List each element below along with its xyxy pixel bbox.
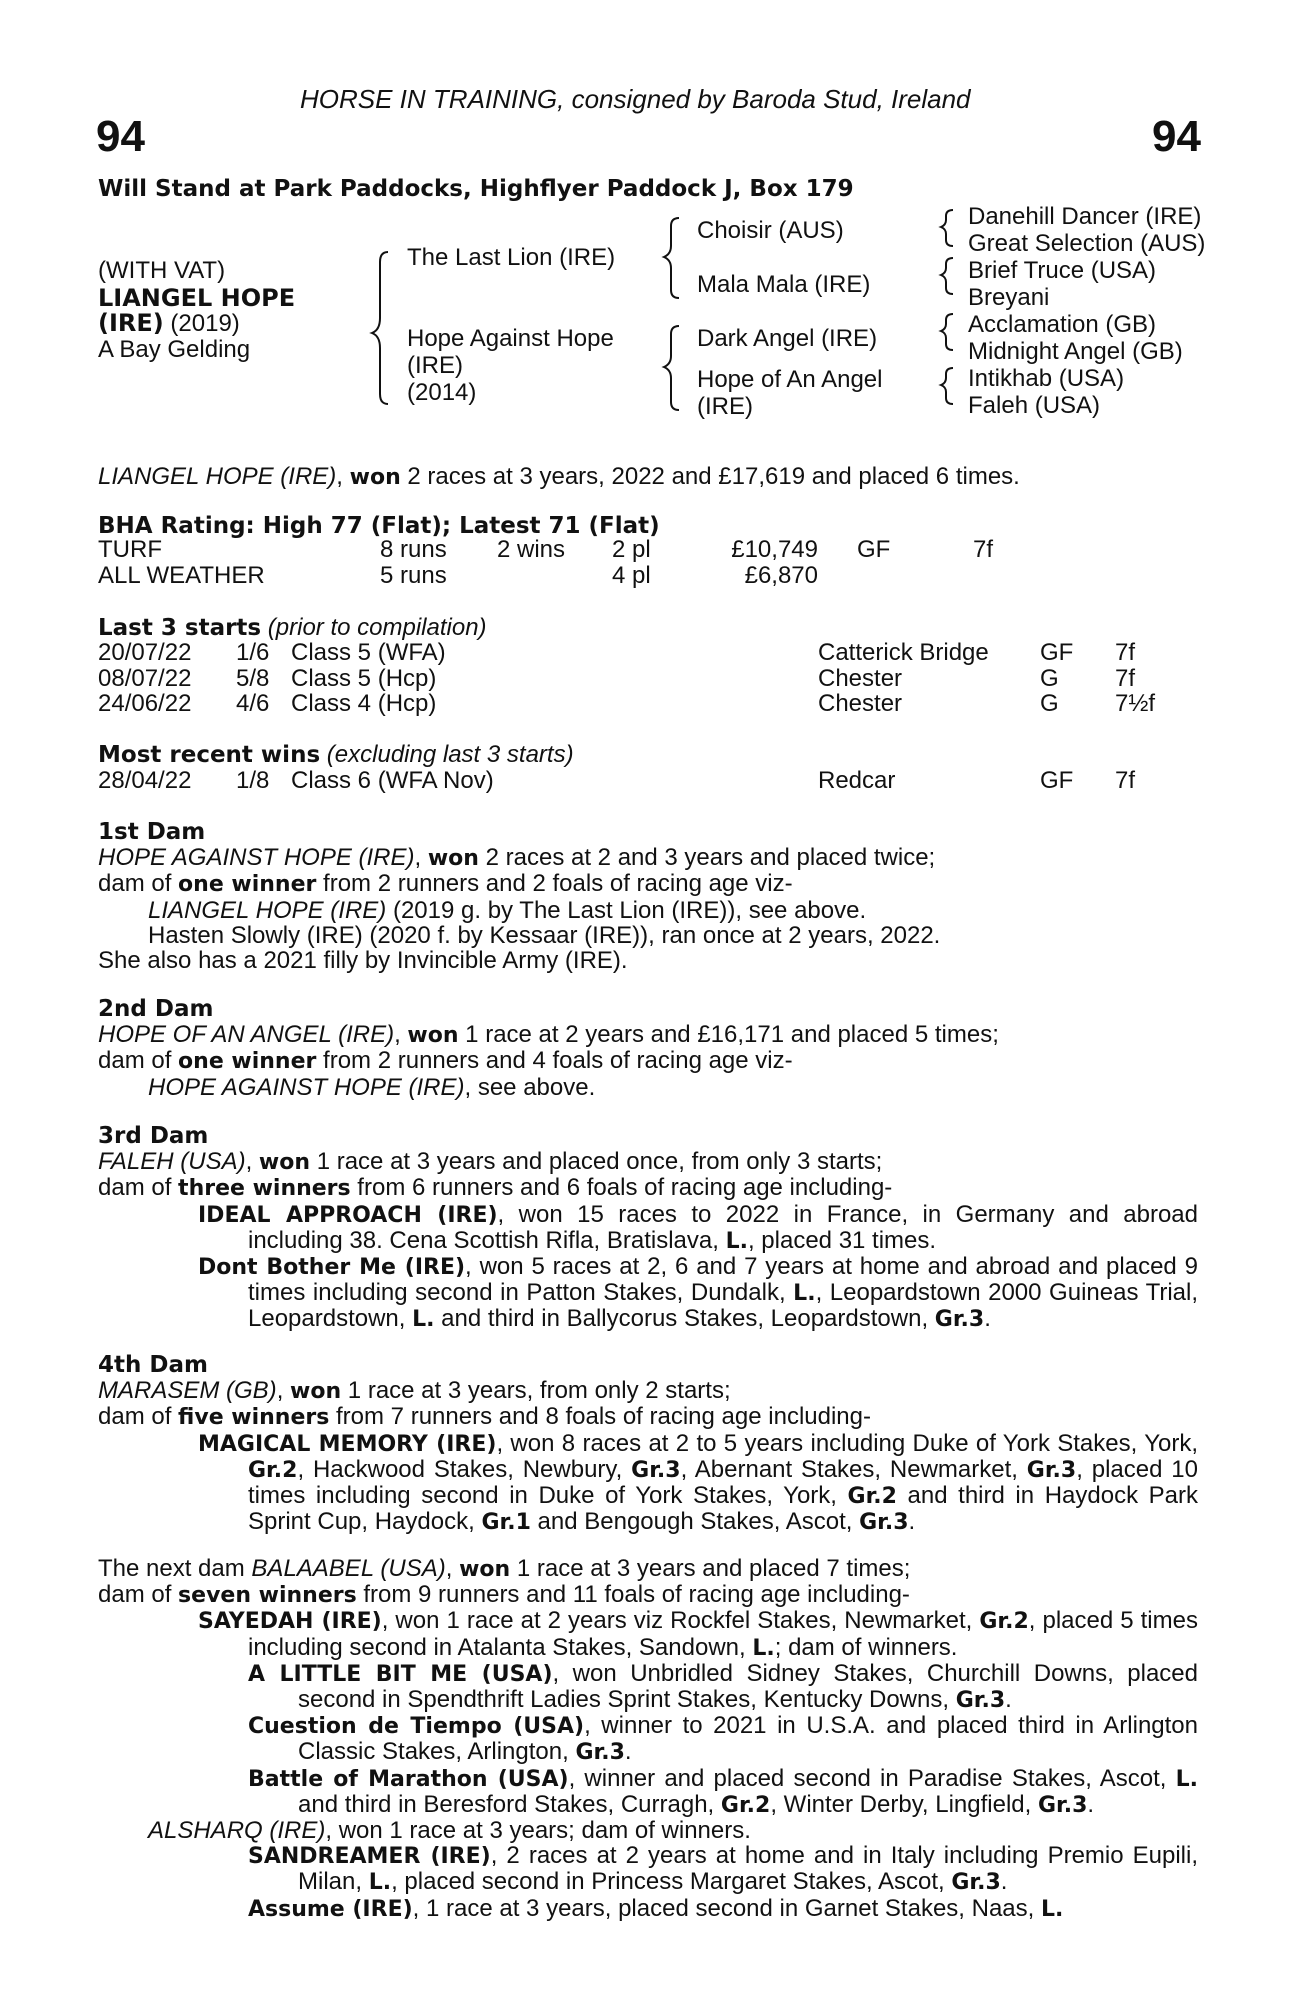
third-dam-l2c: from 6 runners and 6 foals of racing age including- [350,1174,893,1202]
entry-text: , won 5 races at 2, 6 and 7 years at home and abroad and placed 9 times including second in Patton Stakes, Dundalk, [248,1253,1198,1307]
form-position: 1/6 [236,639,270,666]
entry-text: . [1000,1868,1008,1896]
pedigree-sds: Brief Truce (USA) [968,257,1157,284]
next-dam-l2c: from 9 runners and 11 foals of racing age including- [356,1581,910,1609]
entry-name: ALSHARQ (IRE) [148,1817,326,1845]
location-line: Will Stand at Park Paddocks, Highflyer Paddock J, Box 179 [98,176,854,202]
entry-name: Dont Bother Me (IRE) [198,1255,466,1281]
first-dam-name: HOPE AGAINST HOPE (IRE) [98,844,415,872]
entry-text: and Bengough Stakes, Ascot, [530,1508,860,1536]
form-class: Class 5 (Hcp) [291,664,437,692]
form-distance: 7½f [1115,690,1156,717]
first-dam-heading: 1st Dam [98,819,206,845]
recent-note: (excluding last 3 starts) [320,741,574,768]
brace-main [372,252,388,404]
entry-text: and third in Beresford Stakes, Curragh, [298,1790,721,1818]
form-date: 08/07/22 [98,664,192,692]
fourth-dam-l2b: five winners [178,1405,330,1431]
third-dam-rest: 1 race at 3 years and placed once, from only 3 starts; [310,1148,883,1176]
form-distance: 7f [1115,767,1136,794]
rating-placed: 2 pl [612,536,651,563]
entry-group: Gr.1 [481,1510,531,1536]
second-dam-section [98,997,1198,1100]
entry-name: Assume (IRE) [248,1896,413,1922]
horse-year: (2019) [163,310,240,337]
entry-text: , won 1 race at 2 years viz Rockfel Stakes, Newmarket, [381,1607,980,1635]
pedigree-dss: Acclamation (GB) [968,311,1157,338]
brace-dd [941,368,953,404]
entry-group: Gr.2 [248,1457,298,1483]
pedigree-dam-dam-line1: Hope of An Angel [697,366,883,393]
entry-group: Gr.2 [720,1792,771,1818]
entry-name: SANDREAMER (IRE) [248,1844,491,1870]
rating-placed: 4 pl [612,562,651,589]
form-course: Chester [818,690,903,717]
entry-text: , Leopardstown 2000 Guineas Trial, Leopardstown, [248,1279,1199,1333]
entry-name: SAYEDAH (IRE) [198,1609,382,1635]
brace-sd [941,258,953,294]
brace-dam [664,326,679,410]
last3-heading: Last 3 starts [98,615,262,641]
entry-listed: L. [1175,1766,1198,1792]
rating-surface: TURF [98,536,162,563]
next-dam-entry-sandreamer [98,1843,1198,1895]
form-position: 1/8 [236,767,270,794]
second-dam-l2b: one winner [178,1049,317,1075]
vat-label: (WITH VAT) [98,257,226,284]
rating-surface: ALL WEATHER [98,562,265,589]
entry-group: Gr.3 [859,1510,909,1536]
rating-wins: 2 wins [497,536,566,563]
next-dam-section [98,1556,1198,1922]
pedigree-dds: Intikhab (USA) [968,365,1125,392]
form-course: Redcar [818,767,896,794]
entry-text: . [984,1305,991,1333]
first-dam-foal1-rest: (2019 g. by The Last Lion (IRE)), see above. [386,896,867,924]
next-dam-entry-assume [98,1896,1198,1922]
entry-group: Gr.3 [955,1688,1006,1714]
entry-group: Gr.3 [575,1740,625,1766]
third-dam-entry-ideal-approach [98,1202,1198,1254]
first-dam-line5: She also has a 2021 filly by Invincible Army (IRE). [98,947,628,975]
pedigree-dam-line3: (2014) [407,379,477,406]
third-dam-l2a: dam of [98,1174,179,1202]
entry-name: IDEAL APPROACH (IRE) [198,1202,498,1228]
entry-text: , placed second in Princess Margaret Stakes, Ascot, [391,1868,952,1896]
form-position: 5/8 [236,664,270,692]
form-going: G [1040,690,1059,717]
entry-group: Gr.3 [1037,1792,1088,1818]
entry-group: Gr.3 [1026,1457,1077,1483]
entry-name: MAGICAL MEMORY (IRE) [198,1431,497,1457]
fourth-dam-l2c: from 7 runners and 8 foals of racing age including- [329,1403,871,1431]
entry-text: , placed 5 times including second in Atalanta Stakes, Sandown, [248,1607,1198,1661]
first-dam-l2a: dam of [98,870,179,898]
first-dam-line3 [98,898,1198,923]
entry-text: and third in Haydock Park Sprint Cup, Haydock, [248,1482,1198,1536]
lot-number-right: 94 [1152,112,1201,161]
entry-text: , placed 10 times including second in Duke of York Stakes, York, [248,1455,1198,1510]
first-dam-won: won [427,846,479,872]
form-date: 20/07/22 [98,639,192,666]
entry-text: , won 1 race at 3 years; dam of winners. [325,1817,751,1845]
second-dam-foal-rest: , see above. [464,1073,596,1101]
entry-text: , Winter Derby, Lingfield, [770,1790,1038,1818]
entry-listed: L. [752,1635,775,1661]
entry-text: . [624,1738,632,1766]
first-dam-foal1-name: LIANGEL HOPE (IRE) [148,896,387,924]
second-dam-l2a: dam of [98,1047,179,1075]
entry-text: . [1005,1686,1012,1714]
first-dam-l2b: one winner [178,872,317,898]
entry-listed: L. [793,1281,816,1307]
pedigree-dam-dam-line2: (IRE) [697,393,753,420]
entry-text: . [908,1508,916,1536]
entry-listed: L. [725,1228,748,1254]
entry-text: , 1 race at 3 years, placed second in Garnet Stakes, Naas, [412,1894,1041,1922]
third-dam-line2 [98,1175,1198,1201]
entry-group: Gr.3 [951,1870,1001,1896]
second-dam-name: HOPE OF AN ANGEL (IRE) [98,1021,395,1049]
next-dam-entry-cuestion-de-tiempo [98,1713,1198,1765]
pedigree-dsd: Midnight Angel (GB) [968,338,1183,365]
fourth-dam-name: MARASEM (GB) [98,1377,277,1405]
third-dam-line1: FALEH (USA), won 1 race at 3 years and placed once, from only 3 starts; [98,1148,883,1176]
fourth-dam-line1: MARASEM (GB), won 1 race at 3 years, from only 2 starts; [98,1377,731,1405]
entry-listed: L. [368,1870,392,1896]
brace-ss [941,210,953,246]
second-dam-line2 [98,1048,1198,1074]
entry-text: , won Unbridled Sidney Stakes, Churchill Downs, placed second in Spendthrift Ladies Sprint Stakes, Kentucky Downs, [298,1659,1198,1714]
entry-group: Gr.2 [847,1484,897,1510]
entry-listed: L. [412,1307,435,1333]
form-date: 24/06/22 [98,690,192,717]
entry-text: ; dam of winners. [774,1633,958,1661]
entry-text: and third in Ballycorus Stakes, Leopardstown, [434,1305,935,1333]
page-title: HORSE IN TRAINING, consigned by Baroda Stud, Ireland [300,84,971,114]
next-dam-entry-sayedah [98,1608,1198,1660]
entry-text: , won 15 races to 2022 in France, in Germany and abroad including 38. Cena Scottish Rifla, Bratislava, [248,1200,1198,1254]
second-dam-rest: 1 race at 2 years and £16,171 and placed 5 times; [458,1021,999,1049]
entry-text: , 2 races at 2 years at home and in Italy including Premio Eupili, Milan, [298,1842,1198,1896]
form-class: Class 4 (Hcp) [291,690,437,717]
next-dam-l2a: dam of [98,1581,179,1609]
horse-origin: (IRE) [98,309,164,337]
entry-group: Gr.3 [631,1457,681,1483]
fourth-dam-line2 [98,1404,1198,1430]
next-dam-prefix: The next dam [98,1555,252,1582]
form-going: GF [1040,767,1074,794]
next-dam-entry-a-little-bit-me [98,1661,1198,1713]
next-dam-line2 [98,1582,1198,1608]
fourth-dam-l2a: dam of [98,1403,179,1431]
rating-distance: 7f [973,536,994,563]
pedigree-sss: Danehill Dancer (IRE) [968,203,1202,230]
rating-earnings: £10,749 [731,536,818,563]
summary-rest: 2 races at 3 years, 2022 and £17,619 and placed 6 times. [400,463,1020,490]
second-dam-line3 [98,1075,1198,1100]
fourth-dam-heading: 4th Dam [98,1352,208,1378]
rating-runs: 8 runs [380,536,447,563]
entry-text: , winner to 2021 in U.S.A. and placed third in Arlington Classic Stakes, Arlington, [298,1712,1198,1766]
fourth-dam-section [98,1353,1198,1535]
second-dam-won: won [407,1023,459,1049]
second-dam-heading: 2nd Dam [98,996,214,1022]
second-dam-foal-name: HOPE AGAINST HOPE (IRE) [148,1073,465,1101]
pedigree-ssd: Great Selection (AUS) [968,230,1206,257]
pedigree-sire: The Last Lion (IRE) [407,244,616,271]
form-date: 28/04/22 [98,767,192,794]
brace-ds [941,314,953,350]
pedigree-dam-sire: Dark Angel (IRE) [697,325,878,352]
next-dam-won: won [459,1557,511,1582]
first-dam-line1: HOPE AGAINST HOPE (IRE), won 2 races at 2 and 3 years and placed twice; [98,844,936,872]
entry-name: Cuestion de Tiempo (USA) [248,1714,585,1740]
recent-heading: Most recent wins [98,742,321,768]
third-dam-section [98,1124,1198,1333]
first-dam-line4: Hasten Slowly (IRE) (2020 f. by Kessaar (IRE)), ran once at 2 years, 2022. [148,921,941,949]
form-class: Class 5 (WFA) [291,639,446,666]
last3-heading-line [98,615,487,641]
fourth-dam-won: won [290,1379,342,1405]
pedigree-sire-dam: Mala Mala (IRE) [697,271,871,298]
last3-note: (prior to compilation) [261,614,487,641]
summary-won: won [349,465,401,490]
entry-text: . [1087,1790,1095,1818]
next-dam-l2b: seven winners [178,1583,357,1609]
form-distance: 7f [1115,639,1136,666]
lot-number-left: 94 [96,112,145,161]
third-dam-entry-dont-bother-me [98,1254,1198,1333]
pedigree-dam-line2: (IRE) [407,352,463,379]
entry-group: Gr.3 [934,1307,985,1333]
pedigree-sire-sire: Choisir (AUS) [697,217,844,244]
form-course: Catterick Bridge [818,639,989,666]
next-dam-entry-battle-of-marathon [98,1766,1198,1818]
horse-description: A Bay Gelding [98,336,251,363]
first-dam-line2 [98,871,1198,897]
third-dam-heading: 3rd Dam [98,1123,209,1149]
entry-text: , winner and placed second in Paradise Stakes, Ascot, [568,1764,1176,1792]
next-dam-name: BALAABEL (USA) [251,1555,446,1582]
first-dam-section [98,820,1198,973]
entry-text: , Hackwood Stakes, Newbury, [297,1455,632,1483]
pedigree-ddd: Faleh (USA) [968,392,1101,419]
race-summary: LIANGEL HOPE (IRE), won 2 races at 3 years, 2022 and £17,619 and placed 6 times. [98,463,1020,490]
summary-horse-name: LIANGEL HOPE (IRE) [98,463,337,490]
second-dam-line1: HOPE OF AN ANGEL (IRE), won 1 race at 2 years and £16,171 and placed 5 times; [98,1021,999,1049]
rating-earnings: £6,870 [744,562,818,589]
rating-going: GF [857,536,891,563]
third-dam-won: won [258,1150,311,1176]
first-dam-l2c: from 2 runners and 2 foals of racing age viz- [316,870,793,898]
fourth-dam-entry-magical-memory [98,1431,1198,1536]
form-distance: 7f [1115,664,1136,692]
form-course: Chester [818,664,903,692]
entry-text: , Abernant Stakes, Newmarket, [680,1455,1027,1483]
form-going: G [1040,664,1059,692]
entry-name: Battle of Marathon (USA) [248,1766,569,1792]
next-dam-entry-alsharq [98,1818,1198,1843]
form-position: 4/6 [236,690,270,717]
second-dam-l2c: from 2 runners and 4 foals of racing age viz- [316,1047,793,1075]
horse-name: LIANGEL HOPE [98,284,296,312]
entry-text: , won 8 races at 2 to 5 years including Duke of York Stakes, York, [496,1429,1198,1457]
entry-listed: L. [1041,1896,1064,1922]
entry-text: , placed 31 times. [747,1226,937,1254]
form-class: Class 6 (WFA Nov) [291,767,494,794]
first-dam-rest: 2 races at 2 and 3 years and placed twice; [478,844,936,872]
rating-runs: 5 runs [380,562,447,589]
fourth-dam-rest: 1 race at 3 years, from only 2 starts; [341,1377,731,1405]
next-dam-rest: 1 race at 3 years and placed 7 times; [510,1555,911,1582]
pedigree-sdd: Breyani [968,284,1050,311]
next-dam-line1: The next dam BALAABEL (USA), won 1 race at 3 years and placed 7 times; [98,1555,911,1582]
entry-name: A LITTLE BIT ME (USA) [248,1661,553,1687]
entry-group: Gr.2 [979,1609,1029,1635]
recent-heading-line [98,742,574,768]
third-dam-l2b: three winners [178,1176,351,1202]
brace-sire [664,218,679,298]
rating-heading: BHA Rating: High 77 (Flat); Latest 71 (Flat) [98,513,660,539]
form-going: GF [1040,639,1074,666]
third-dam-name: FALEH (USA) [98,1148,246,1176]
pedigree-dam-line1: Hope Against Hope [407,325,614,352]
